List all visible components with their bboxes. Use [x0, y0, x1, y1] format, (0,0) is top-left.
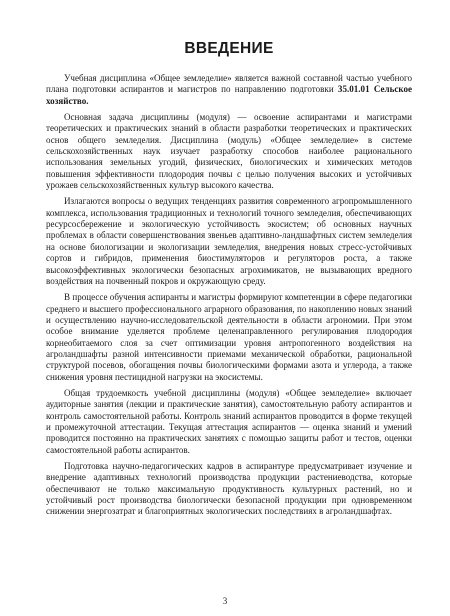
paragraph-training: Подготовка научно-педагогических кадров в аспирантуре предусматривает изучение и внедрение адаптивных технологий производства продукции растениеводства, которые обеспечивают не только максимальную продуктивность культурных растений, но и устойчивый рост производства биологически безопасной продукции при одновременном снижении энергозатрат и благоприятных экологических последствиях в агроландшафтах. — [46, 461, 412, 517]
paragraph-workload: Общая трудоемкость учебной дисциплины (модуля) «Общее земледелие» включает аудиторные занятия (лекции и практические занятия), самостоятельную работу аспирантов и контроль самостоятельной работы. Контроль знаний аспирантов проводится в форме текущей и промежуточной аттестации. Текущая аттестация аспирантов — оценка знаний и умений проводится постоянно на практических занятиях с помощью защиты работ и тестов, оценки самостоятельной работы аспирантов. — [46, 387, 412, 455]
paragraph-intro — [46, 73, 412, 107]
page-number: 3 — [222, 596, 228, 606]
paragraph-issues: Излагаются вопросы о ведущих тенденциях развития современного агропромышленного комплекса, использования традиционных и технологий точного земледелия, обеспечивающих ресурсосбережение и экологическую устойчивость экосистем; об основных научных проблемах в области совершенствования звеньев адаптивно-ландшафтных систем земледелия на основе биологизации и экологизации земледелия, внедрения новых стресс-устойчивых сортов и гибридов, применения биостимуляторов и регуляторов роста, а также высокоэффективных экологически безопасных агрохимикатов, не вызывающих вредного воздействия на почвенный покров и окружающую среду. — [46, 196, 412, 286]
page-title: ВВЕДЕНИЕ — [184, 40, 274, 57]
program-code-bold: 35.01.01 Сельское хозяйство. — [46, 84, 412, 106]
paragraph-main-task: Основная задача дисциплины (модуля) — освоение аспирантами и магистрами теоретических и практических знаний в области разработки теоретических и практических основ общего земледелия. Дисциплина (модуль) «Общее земледелие» в системе сельскохозяйственных наук изучает разработку способов наиболее рационального использования земельных угодий, физических, биологических и химических методов повышения эффективности плодородия почвы с целью получения высоких и устойчивых урожаев сельскохозяйственных культур высокого качества. — [46, 112, 412, 191]
paragraph-intro-text: Учебная дисциплина «Общее земледелие» является важной составной частью учебного плана подготовки аспирантов и магистров по направлению подготовки — [46, 73, 412, 95]
document-page — [46, 40, 412, 523]
paragraph-competencies: В процессе обучения аспиранты и магистры формируют компетенции в сфере педагогики среднего и высшего профессионального аграрного образования, по накоплению новых знаний и осуществлению научно-исследовательской деятельности в области агрономии. При этом особое внимание уделяется проблеме целенаправленного регулирования плодородия корнеобитаемого слоя за счет оптимизации уровня антропогенного воздействия на агроландшафты разной интенсивности приемами механической обработки, рациональной структурой посевов, обогащения почвы биологическими формами азота и углерода, а также снижения уровня пестицидной нагрузки на экосистемы. — [46, 292, 412, 382]
